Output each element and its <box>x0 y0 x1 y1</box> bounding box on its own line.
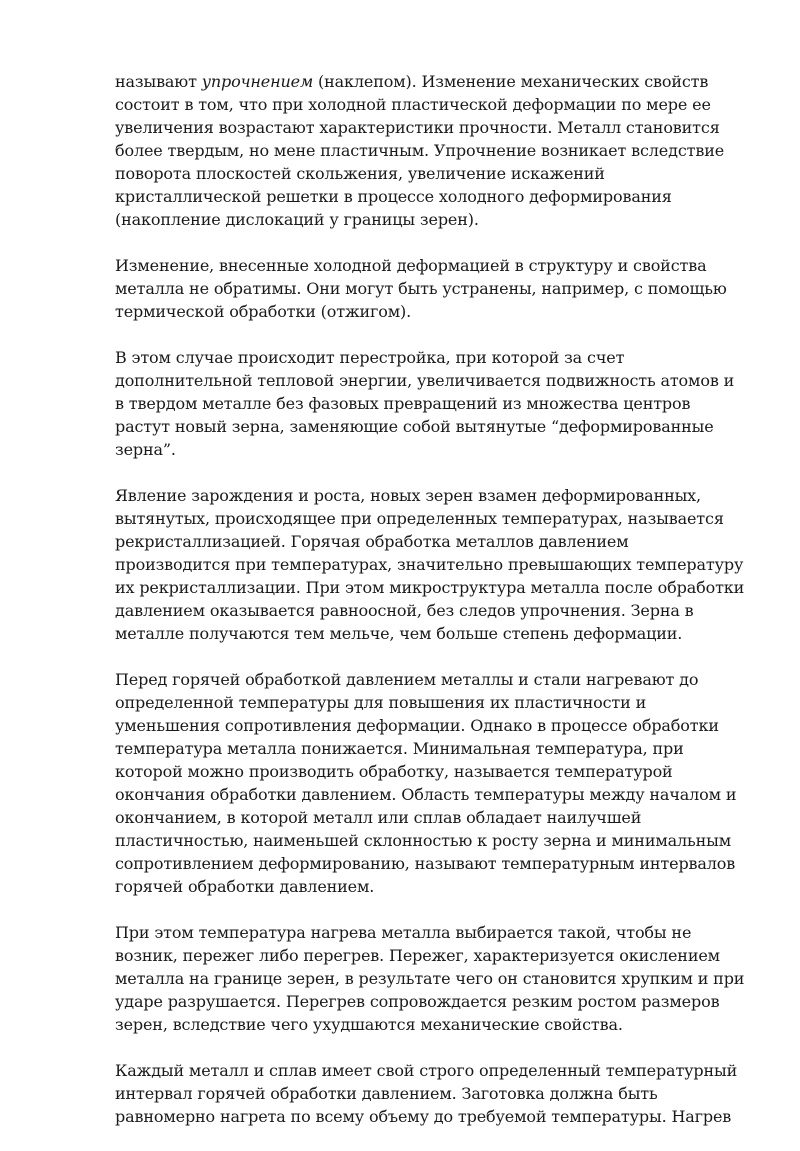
paragraph-1-rest: (наклепом). Изменение механических свойств состоит в том, что при холодной пластической деформации по мере ее увеличения возрастают характеристики прочности. Металл становится более твердым, но мене пластичным. Упрочнение возникает вследствие поворота плоскостей скольжения, увеличение искажений кристаллической решетки в процессе холодного деформирования (накопление дислокаций у границы зерен). <box>115 72 725 229</box>
paragraph-2: Изменение, внесенные холодной деформацией в структуру и свойства металла не обратимы. Они могут быть устранены, например, с помощью термической обработки (отжигом). <box>115 256 727 321</box>
document-body <box>115 70 745 1151</box>
paragraph-3: В этом случае происходит перестройка, при которой за счет дополнительной тепловой энергии, увеличивается подвижность атомов и в твердом металле без фазовых превращений из множества центров растут новый зерна, заменяющие собой вытянутые “деформированные зерна”. <box>115 348 735 459</box>
term-uprochnenie: упрочнением <box>201 72 314 91</box>
paragraph-7: Каждый металл и сплав имеет свой строго определенный температурный интервал горячей обработки давлением. Заготовка должна быть равномерно нагрета по всему объему до требуемой температуры. Нагрев <box>115 1061 738 1126</box>
paragraph-6: При этом температура нагрева металла выбирается такой, чтобы не возник, пережег либо перегрев. Пережег, характеризуется окислением металла на границе зерен, в результате чего он становится хрупким и при ударе разрушается. Перегрев сопровождается резким ростом размеров зерен, вследствие чего ухудшаются механические свойства. <box>115 923 745 1034</box>
paragraph-5: Перед горячей обработкой давлением металлы и стали нагревают до определенной температуры для повышения их пластичности и уменьшения сопротивления деформации. Однако в процессе обработки температура металла понижается. Минимальная температура, при которой можно производить обработку, называется температурой окончания обработки давлением. Область температуры между началом и окончанием, в которой металл или сплав обладает наилучшей пластичностью, наименьшей склонностью к росту зерна и минимальным сопротивлением деформированию, называют температурным интервалов горячей обработки давлением. <box>115 670 737 896</box>
paragraph-1 <box>115 70 745 231</box>
paragraph-4: Явление зарождения и роста, новых зерен взамен деформированных, вытянутых, происходящее при определенных температурах, называется рекристаллизацией. Горячая обработка металлов давлением производится при температурах, значительно превышающих температуру их рекристаллизации. При этом микроструктура металла после обработки давлением оказывается равноосной, без следов упрочнения. Зерна в металле получаются тем мельче, чем больше степень деформации. <box>115 486 745 643</box>
paragraph-1-lead: называют <box>115 72 202 91</box>
